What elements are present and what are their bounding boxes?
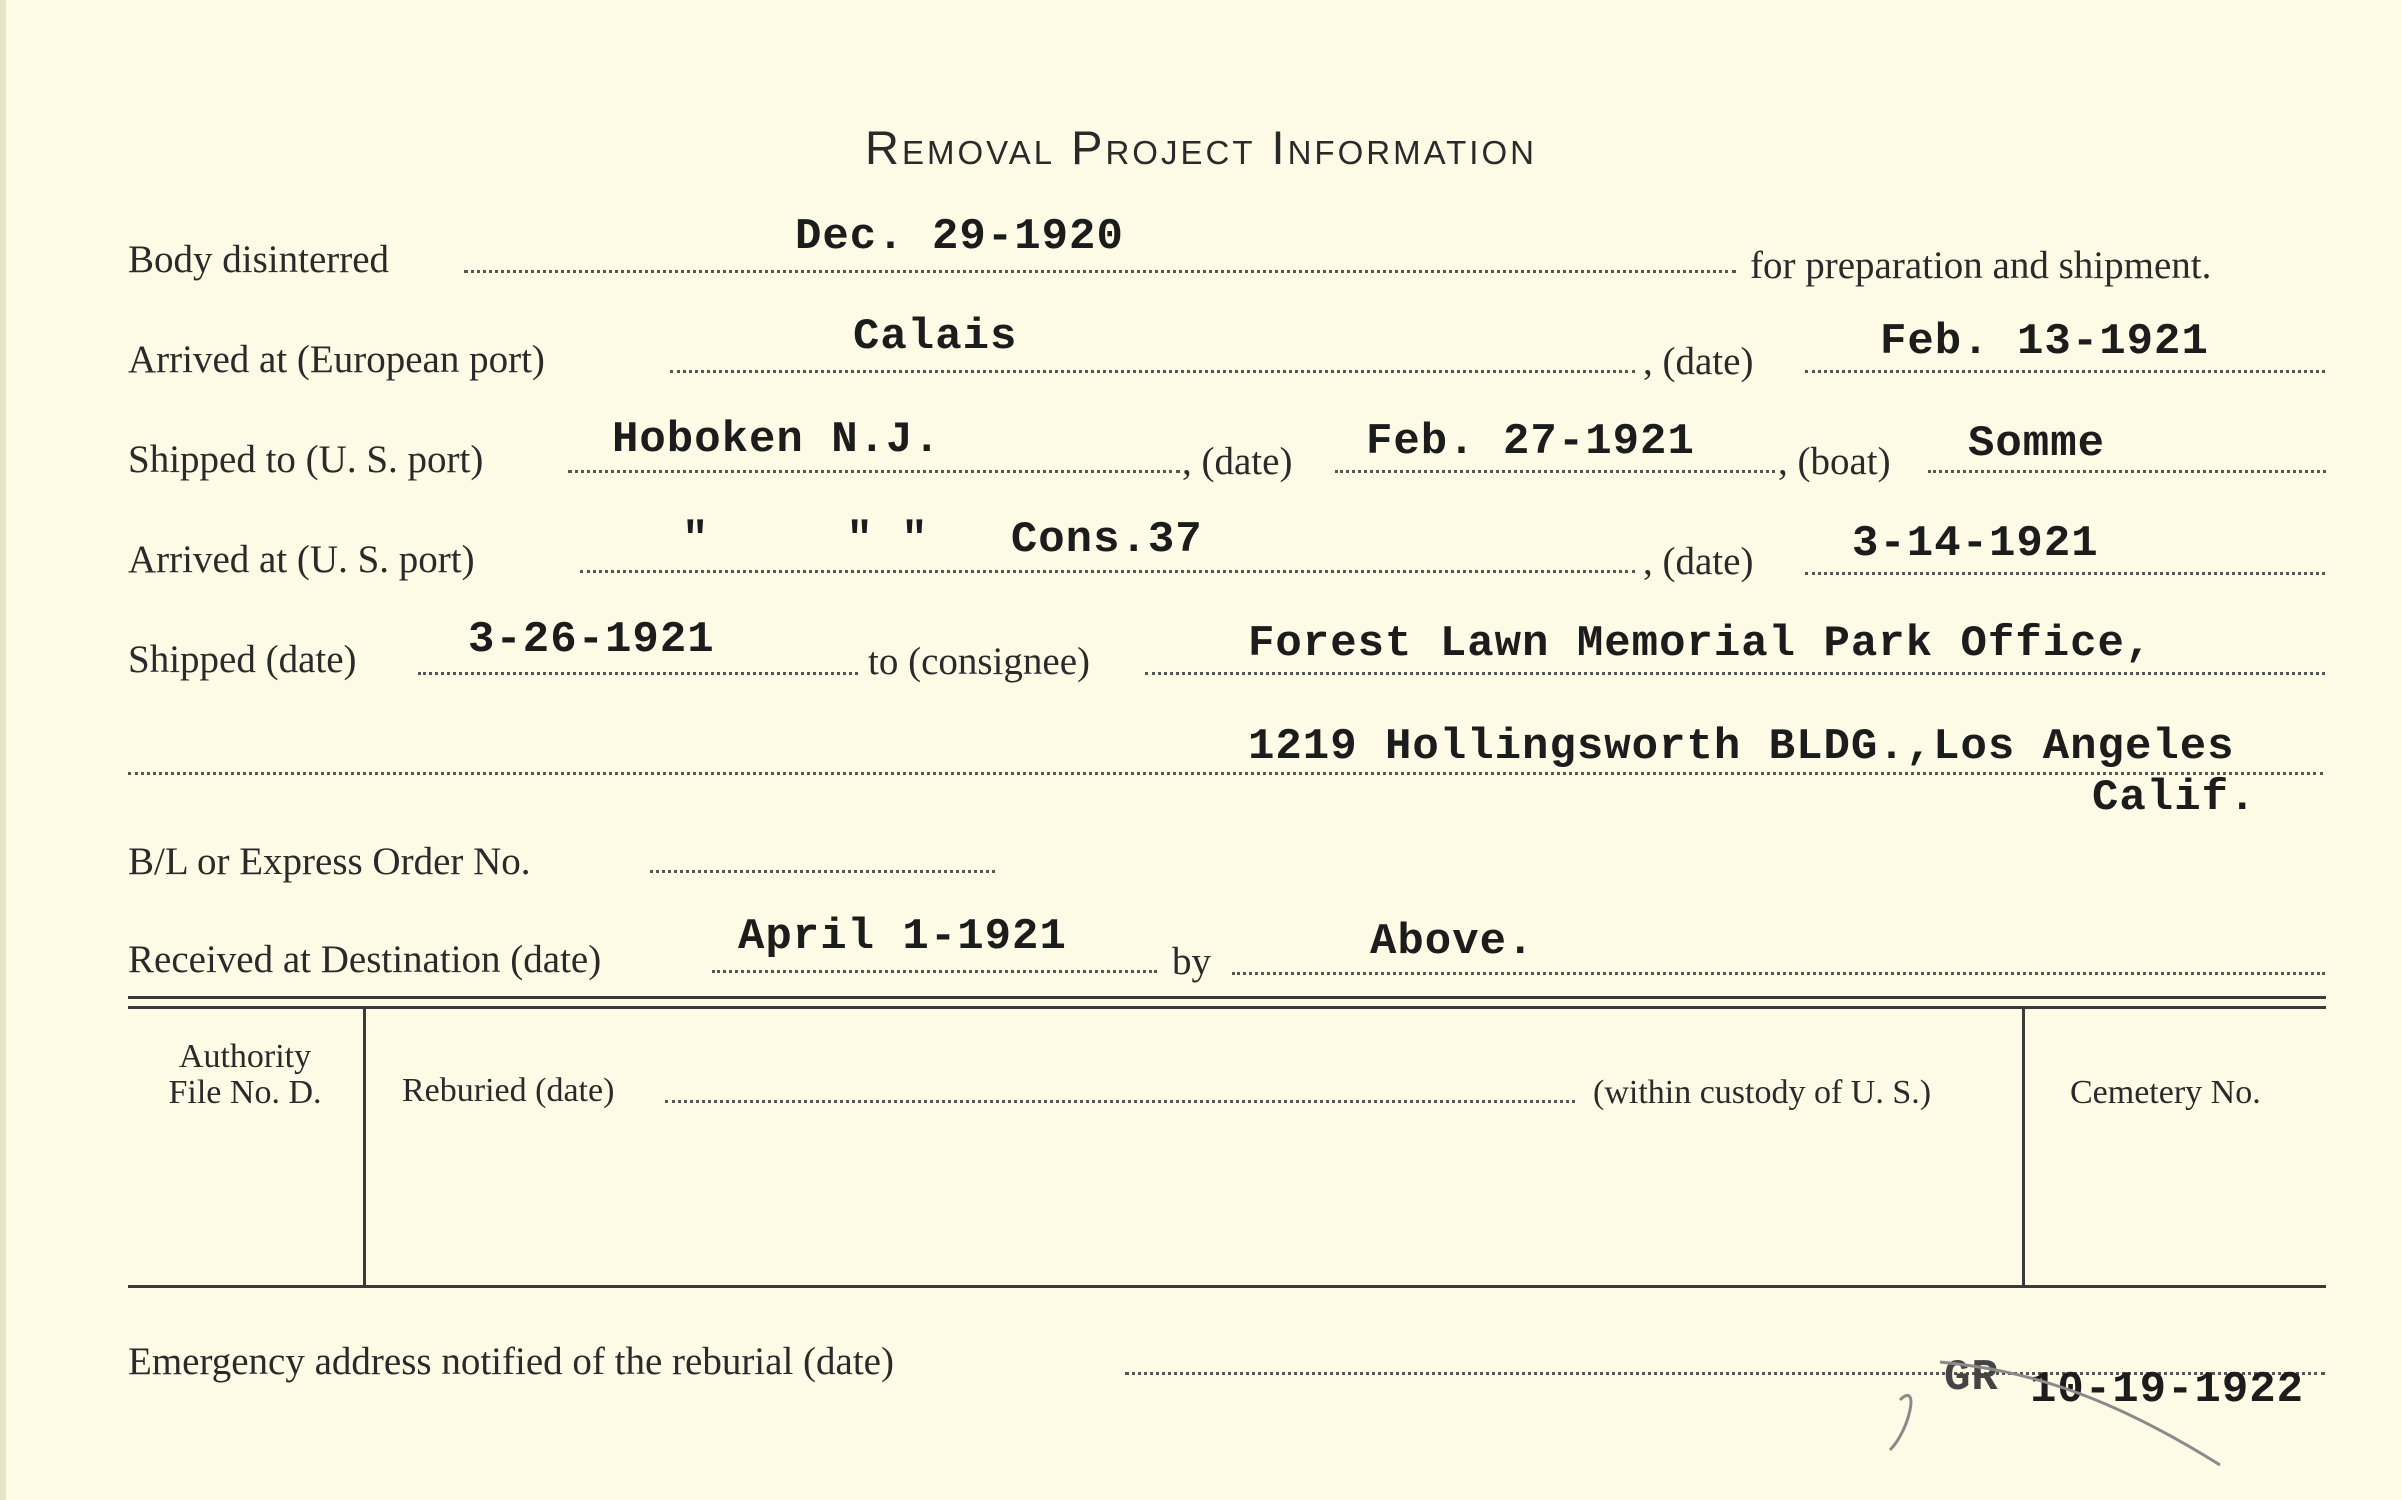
arrived-european-port-line [670, 370, 1635, 373]
table-divider-right [2022, 1008, 2025, 1285]
bl-order-label: B/L or Express Order No. [128, 840, 531, 883]
received-by-line [1232, 972, 2325, 975]
emergency-date: 10-19-1922 [2030, 1365, 2305, 1415]
received-date-line [712, 970, 1157, 973]
table-top-rule-2 [128, 1006, 2326, 1009]
shipped-date-line [418, 672, 858, 675]
shipped-us-port-line [568, 470, 1180, 473]
custody-label: (within custody of U. S.) [1593, 1074, 1932, 1111]
authority-label-1: Authority [178, 1038, 312, 1075]
received-date: April 1-1921 [738, 912, 1067, 962]
received-label: Received at Destination (date) [128, 938, 602, 981]
emergency-prefix: GR [1944, 1353, 1999, 1403]
arrived-european-date-label: , (date) [1643, 340, 1754, 383]
arrived-us-date-line [1805, 572, 2325, 575]
consignee-line-3: Calif. [2092, 773, 2257, 823]
arrived-us-date-label: , (date) [1643, 540, 1754, 583]
shipped-us-boat: Somme [1968, 419, 2106, 469]
shipped-date-label: Shipped (date) [128, 638, 357, 681]
arrived-european-port: Calais [853, 312, 1018, 362]
arrived-us-port-line [580, 570, 1635, 573]
card-title: Removal Project Information [865, 121, 1537, 174]
arrived-us-label: Arrived at (U. S. port) [128, 538, 475, 581]
shipped-us-date: Feb. 27-1921 [1366, 417, 1695, 467]
shipped-us-date-line [1335, 470, 1775, 473]
consignee-line [1145, 672, 2325, 675]
table-bottom-rule [128, 1285, 2326, 1288]
table-top-rule-1 [128, 996, 2326, 999]
cemetery-label: Cemetery No. [2070, 1074, 2261, 1111]
reburied-line [665, 1100, 1575, 1103]
consignee-line-2: 1219 Hollingsworth BLDG.,Los Angeles [1248, 722, 2235, 772]
consignee-label: to (consignee) [868, 640, 1091, 683]
reburied-label: Reburied (date) [402, 1072, 615, 1109]
received-by-label: by [1172, 940, 1211, 983]
shipped-us-boat-line [1928, 470, 2326, 473]
shipped-us-port: Hoboken N.J. [612, 415, 941, 465]
body-disinterred-suffix: for preparation and shipment. [1750, 244, 2212, 287]
bl-order-line [650, 870, 995, 873]
consignee-continuation-line [128, 772, 2323, 775]
arrived-european-date: Feb. 13-1921 [1880, 317, 2209, 367]
arrived-european-date-line [1805, 370, 2325, 373]
body-disinterred-line [464, 270, 1736, 273]
emergency-label: Emergency address notified of the reburial (date) [128, 1340, 894, 1383]
table-divider-left [363, 1008, 366, 1285]
body-disinterred-label: Body disinterred [128, 238, 390, 281]
shipped-us-label: Shipped to (U. S. port) [128, 438, 484, 481]
authority-label-2: File No. D. [168, 1074, 322, 1111]
arrived-european-label: Arrived at (European port) [128, 338, 545, 381]
body-disinterred-date: Dec. 29-1920 [795, 212, 1124, 262]
shipped-us-boat-label: , (boat) [1778, 440, 1891, 483]
consignee-line-1: Forest Lawn Memorial Park Office, [1248, 619, 2153, 669]
pencil-mark-icon [1880, 1360, 2260, 1470]
arrived-us-port: " " " Cons.37 [682, 515, 1203, 565]
received-by: Above. [1370, 917, 1535, 967]
shipped-us-date-label: , (date) [1182, 440, 1293, 483]
arrived-us-date: 3-14-1921 [1852, 519, 2099, 569]
shipped-date: 3-26-1921 [468, 615, 715, 665]
